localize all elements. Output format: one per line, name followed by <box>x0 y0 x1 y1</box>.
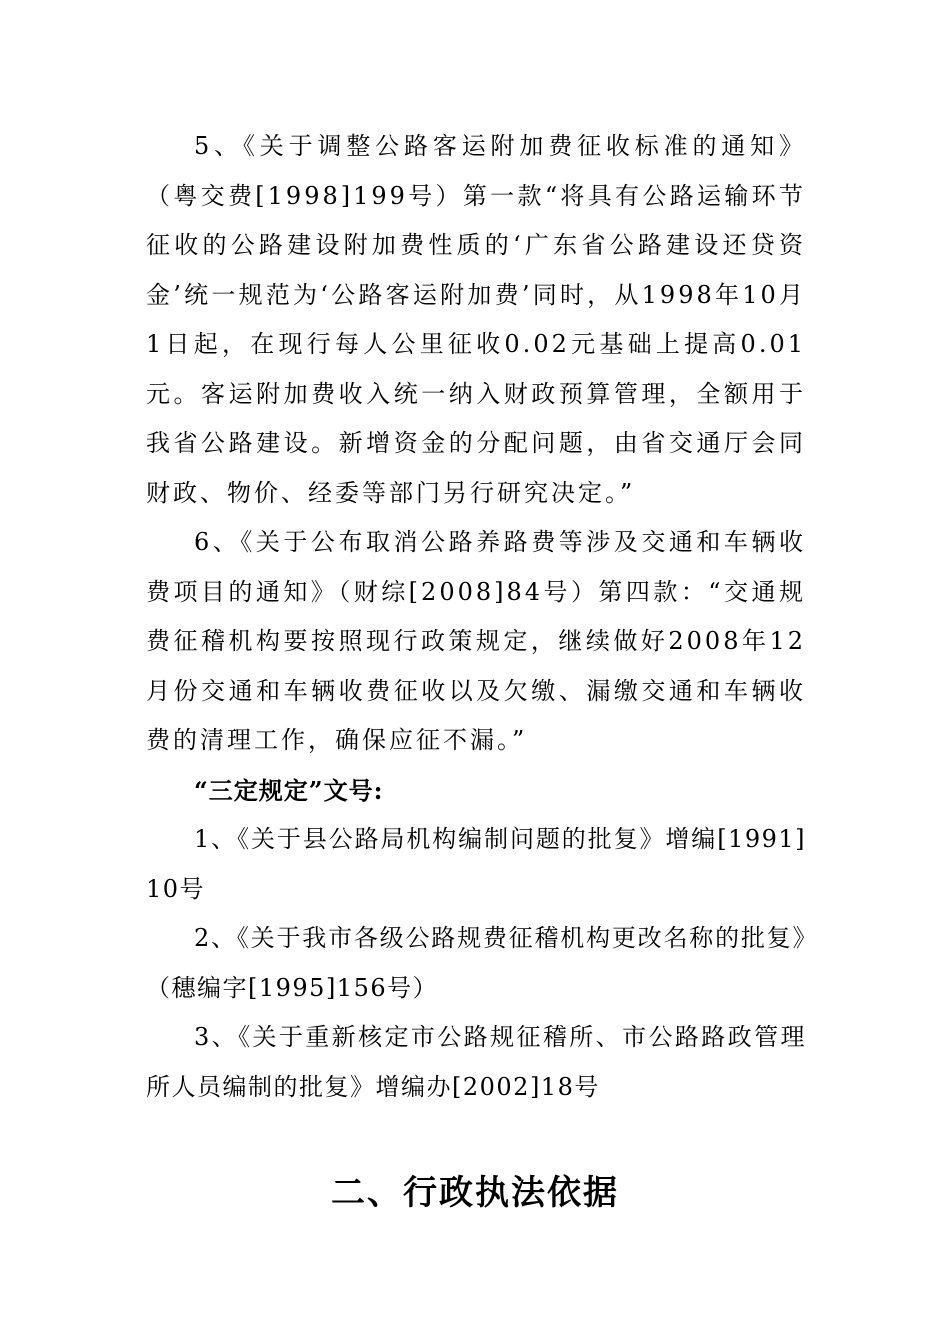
sanding-item-3: 3、《关于重新核定市公路规征稽所、市公路路政管理所人员编制的批复》增编办[2002]18号 <box>146 1023 806 1101</box>
section-title: 二、行政执法依据 <box>331 1173 619 1213</box>
sanding-item-2: 2、《关于我市各级公路规费征稽机构更改名称的批复》（穗编字[1995]156号） <box>146 924 806 1002</box>
sanding-heading: “三定规定”文号: <box>194 775 384 805</box>
paragraph-item-5: 5、《关于调整公路客运附加费征收标准的通知》（粤交费[1998]199号）第一款“将具有公路运输环节征收的公路建设附加费性质的‘广东省公路建设还贷资金’统一规范为‘公路客运附加费’同时，从1998年10月1日起，在现行每人公里征收0.02元基础上提高0.01元。客运附加费收入统一纳入财政预算管理，全额用于我省公路建设。新增资金的分配问题，由省交通厅会同财政、物价、经委等部门另行研究决定。” <box>146 132 806 507</box>
document-body <box>146 122 806 1112</box>
paragraph-item-6: 6、《关于公布取消公路养路费等涉及交通和车辆收费项目的通知》（财综[2008]84号）第四款：“交通规费征稽机构要按照现行政策规定，继续做好2008年12月份交通和车辆收费征收以及欠缴、漏缴交通和车辆收费的清理工作，确保应征不漏。” <box>146 528 806 754</box>
sanding-item-1: 1、《关于县公路局机构编制问题的批复》增编[1991]10号 <box>146 825 806 903</box>
